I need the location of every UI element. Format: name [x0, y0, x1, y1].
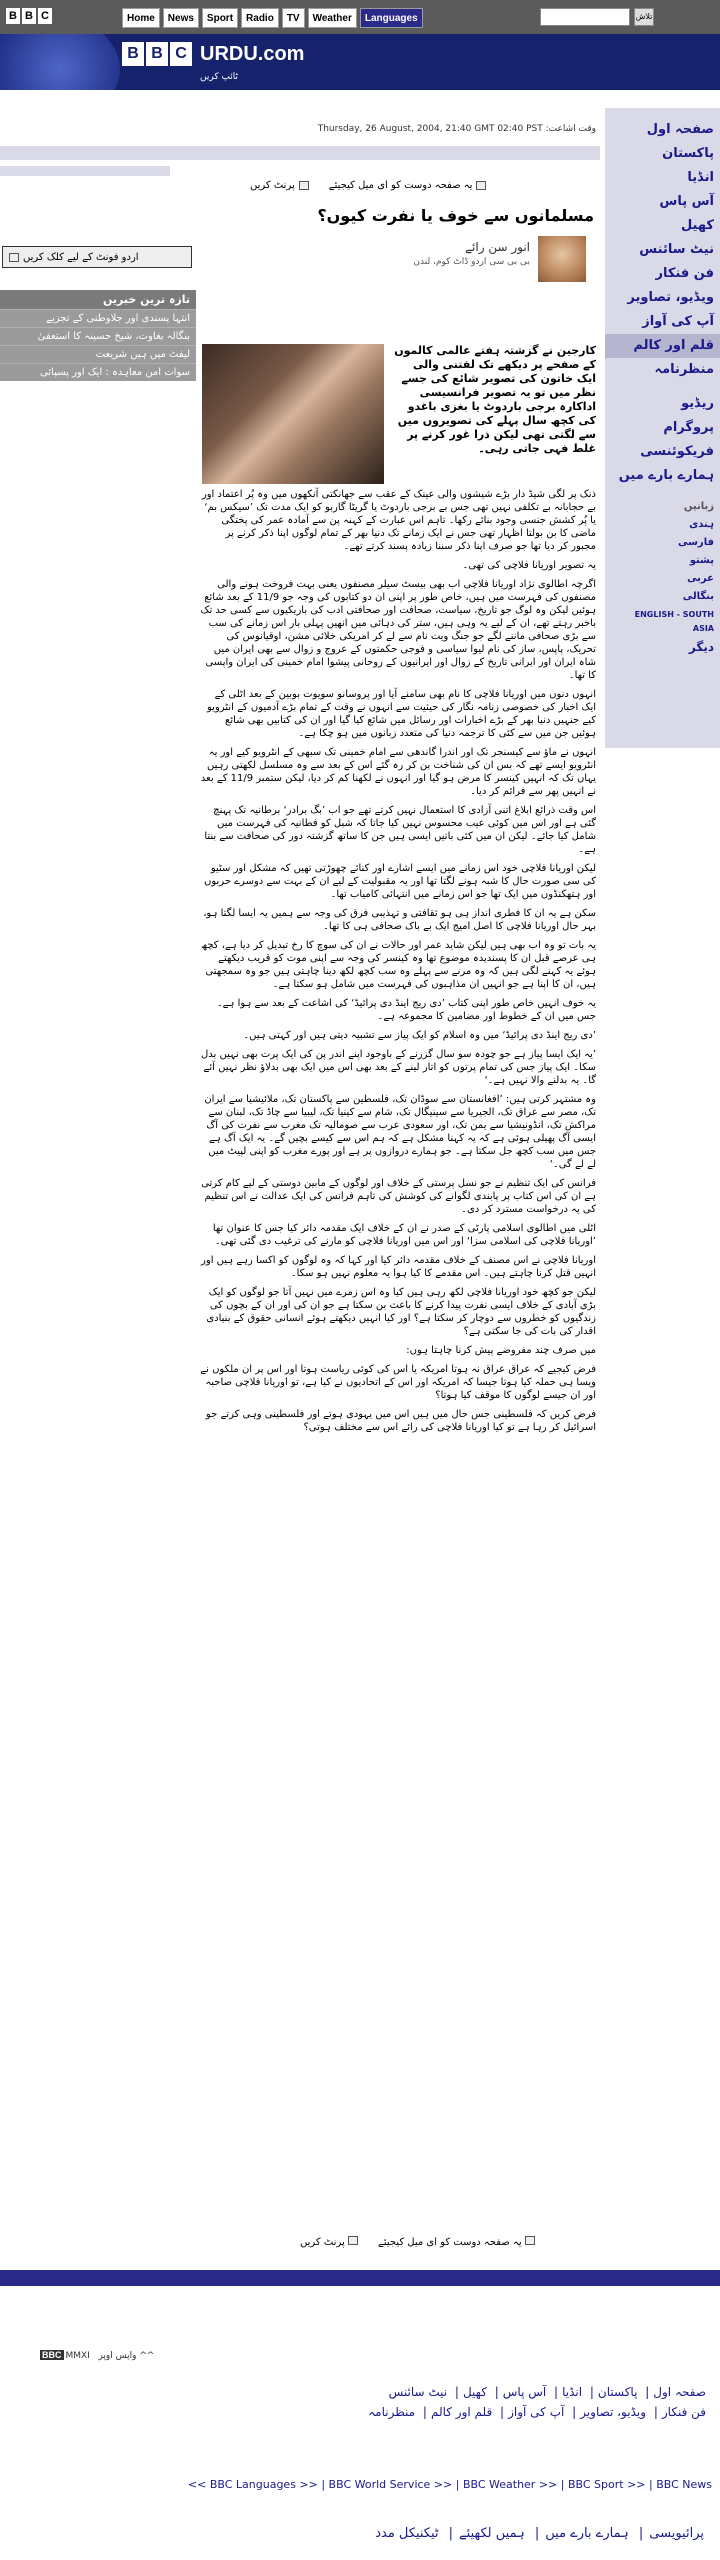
keyboard-icon	[9, 253, 19, 262]
latest-news-item[interactable]: انتہا پسندی اور جلاوطنی کے تجزیے	[0, 309, 196, 327]
latest-news-title: تازہ ترین خبریں	[0, 290, 196, 309]
search-button[interactable]: تلاش	[634, 8, 654, 26]
email-link[interactable]: یہ صفحہ دوست کو ای میل کیجیئے	[329, 180, 487, 191]
nav-item-frequency[interactable]: فریکوئنسی	[640, 444, 714, 459]
email-icon	[476, 181, 486, 190]
article-paragraph: اس وقت ذرائع ابلاغ اتنی آزادی کا استعمال نہیں کرتے تھے جو اب ’بگ برادر‘ برطانیہ تک پہنچ گئی ہے اور اس میں کوئی عیب محسوس نہیں کیا جاتا کہ شبل کو فطانیہ کی فہرست میں شامل کیا جائے۔ لیکن ان میں کئی باتیں ایسی ہیں جن کا ساتھ گزشتہ دور کی صحافت سے بنتا ہے۔	[204, 805, 596, 855]
nav-item-india[interactable]: انڈیا	[687, 170, 714, 185]
bbc-nav-tabs	[122, 8, 423, 28]
lang-arabic[interactable]: عربی	[687, 573, 714, 584]
nav-item-pakistan[interactable]: پاکستان	[662, 146, 714, 161]
bbc-logo[interactable]: B B C	[6, 8, 52, 24]
article-paragraph: اوریانا فلاچی نے اس مصنف کے خلاف مقدمہ دائر کیا اور کہا کہ وہ لوگوں کو اکسا رہے ہیں اور انہیں قتل کرنا چاہتے ہیں۔ اس مقدمے کا کیا ہوا یہ معلوم نہیں ہو سکا۔	[201, 1255, 596, 1279]
nav-item-arts[interactable]: فن فنکار	[655, 266, 714, 281]
lang-hindi[interactable]: ہندی	[689, 519, 714, 530]
tab-sport[interactable]: Sport	[202, 8, 238, 28]
nav-item-region[interactable]: آس پاس	[659, 194, 714, 209]
footer-link[interactable]: کھیل	[462, 2385, 487, 2399]
article-paragraph: اٹلی میں اطالوی اسلامی پارٹی کے صدر نے ان کے خلاف ایک مقدمہ دائر کیا جس کا عنوان تھا ’اوریانا فلاچی کی اسلامی سزا‘ اور اس میں اوریانا فلاچی کو مارنے کی ترغیب دی گئی تھی۔	[212, 1223, 596, 1247]
article-paragraph: فرانس کی ایک تنظیم نے جو نسل پرستی کے خلاف اور لوگوں کے مابین دوستی کے لیے کام کرتی ہے ان کی اس کتاب پر پابندی لگوانے کی کوشش کی تاہم فرانس کی ایک عدالت نے اس تنظیم کی یہ درخواست مسترد کر دی۔	[201, 1178, 596, 1215]
author-avatar	[538, 236, 586, 282]
article-paragraph: سکن ہے یہ ان کا فطری انداز ہی ہو ثقافتی و تہذیبی فرق کی وجہ سے ہمیں یہ ایسا لگتا ہو، بہر حال اوریانا فلاچی کا اصل امیج ایک بے باک صحافی ہی کا تھا۔	[203, 908, 596, 932]
article-paragraph: انہوں نے ماؤ سے کیسنجر تک اور اندرا گاندھی سے امام خمینی تک سبھی کے انٹرویو کیے اور یہ انٹرویو ایسے تھے کہ بس ان کی شناخت بن کر رہ گئے اس کے بعد سے وہ مسلسل لکھتی رہیں یہاں تک کہ انہیں کینسر کا مرض ہو گیا اور انہوں نے لکھنا کم کر دیا، لیکن ستمبر 11/9 کے بعد نے انہیں پھر سے فرائم کر دیا۔	[200, 747, 596, 797]
tab-home[interactable]: Home	[122, 8, 160, 28]
publish-date: وقت اشاعت: Thursday, 26 August, 2004, 21:40 GMT 02:40 PST	[317, 124, 596, 134]
article-body	[200, 344, 596, 1434]
author-role: بی بی سی اردو ڈاٹ کوم، لندن	[413, 257, 530, 267]
article-paragraph: فرض کیجیے کہ عراق عراق نہ ہوتا امریکہ یا اس کی کوئی ریاست ہوتا اور اس پر ان ملکوں نے ویسا ہی حملہ کیا ہوتا جیسا کہ امریکہ اور اس کے اتحادیوں نے کیا ہے، تو اوریانا فلاچی صاحبہ اور ان جیسے لوگوں کا موقف کیا ہوتا؟	[200, 1364, 596, 1401]
footer-link[interactable]: صفحہ اول	[653, 2385, 706, 2399]
article-lead: کارجین نے گزشتہ ہفتے عالمی کالموں کے صفحے پر دیکھے تک لفتنی والی ایک خاتون کی تصویر شائع کی جسے نظر میں تو یہ تصویر فرانسیسی اداکارہ برجی باردوٹ یا بغزی باغدو کی کچھ سال پہلے کی تصویروں میں سے لگتی تھی لیکن ذرا غور کرنے پر غلط فہی جاتی رہی۔	[394, 344, 596, 455]
nav-item-your-voice[interactable]: آپ کی آواز	[642, 314, 714, 329]
nav-item-home[interactable]: صفحہ اول	[646, 122, 714, 137]
languages-title: زبانیں	[683, 501, 714, 512]
nav-item-radio[interactable]: ریڈیو	[681, 396, 714, 411]
footer-link[interactable]: نیٹ سائنس	[388, 2385, 448, 2399]
tab-news[interactable]: News	[163, 8, 199, 28]
divider-bar-left	[0, 166, 170, 176]
latest-news-item[interactable]: بنگالہ بغاوت، شیخ حسینہ کا استعفیٰ	[0, 327, 196, 345]
article-headline: مسلمانوں سے خوف یا نفرت کیوں؟	[317, 206, 594, 225]
article-paragraph: یہ خوف انہیں خاص طور اپنی کتاب ’دی ریج اینڈ دی پرائیڈ‘ کی اشاعت کے بعد سے ہوا ہے۔ جس میں ان کے خطوط اور مضامین کا مجموعہ ہے۔	[216, 998, 596, 1022]
lang-pashto[interactable]: پشتو	[689, 555, 714, 566]
article-tools-top	[250, 180, 590, 191]
divider-bar	[0, 146, 600, 160]
site-banner	[0, 34, 720, 90]
article-tools-bottom	[300, 2236, 590, 2248]
print-link[interactable]: پرنٹ کریں	[250, 180, 309, 191]
tab-tv[interactable]: TV	[282, 8, 305, 28]
urdu-font-button[interactable]: اردو فونٹ کے لیے کلک کریں	[2, 246, 192, 268]
footer-bottom-links: پرائیویسی| ہمارے بارے میں| ہمیں لکھیئے| ٹیکنیکل مدد	[375, 2526, 704, 2541]
footer-link[interactable]: آس پاس	[502, 2385, 547, 2399]
latest-news-item[interactable]: لیفٹ میں ہیں شریعت	[0, 345, 196, 363]
site-name[interactable]: URDU.com	[200, 43, 305, 65]
article-paragraph: ذنک پر لگی شیڈ دار بڑے شیشوں والی عینک کے عقب سے جھانکتی آنکھوں میں وہ پُر اعتماد اور بے حجابانہ بے تکلفی نہیں تھی جس بے برجی باردوٹ یا گریٹا گاربو کو ایک مدت تک ’سیکس بم‘ یا پُر کشش جنسی وجود بنائے رکھا۔ تاہم اس عبارت کے کہنہ پن سے آمادہ عمر کی پختگی ماضی کا بن بولتا اظہار تھی جس نے ایک زمانے تک دنیا بھر کے تمام لوگوں اپنا ذکر کرنے پر مجبور کر دیا تھا جو صرف اپنا ذکر سننا زیادہ پسند کرتے تھے۔	[201, 489, 596, 552]
email-icon	[525, 2236, 535, 2245]
footer-bar	[0, 2270, 720, 2286]
footer-link[interactable]: پاکستان	[597, 2385, 638, 2399]
tab-weather[interactable]: Weather	[308, 8, 357, 28]
banner-subtitle: ٹائپ کریں	[200, 72, 239, 82]
article-paragraph: لیکن اوریانا فلاچی خود اس زمانے میں ایسے اشارے اور کنائے چھوڑتی تھیں کہ مشکل اور سٹیو کی سی صورت حال کا شبہ ہونے لگتا تھا اور یہ مقبولیت کے لیے ان کے بہت سے دوسرے حربوں اور ہتھکنڈوں میں ایک تھا جو اس زمانے میں انتہائی کامیاب تھا۔	[204, 863, 596, 900]
globe-graphic	[0, 34, 120, 90]
author-block	[300, 240, 530, 267]
footer-link[interactable]: منظرنامہ	[368, 2405, 416, 2419]
footer-link[interactable]: آپ کی آواز	[508, 2405, 565, 2419]
tab-languages[interactable]: Languages	[360, 8, 423, 28]
latest-news-panel	[0, 290, 196, 381]
footer-link[interactable]: ویڈیو، تصاویر	[580, 2405, 647, 2419]
nav-item-sport[interactable]: کھیل	[680, 218, 714, 233]
article-paragraph: یہ بات تو وہ اب بھی ہیں لیکن شاید عمر اور حالات نے ان کی سوچ کا رخ تبدیل کر دیا ہے، کچھ ہی عرصے قبل ان کا پسندیدہ موضوع تھا وہ کینسر کی وجہ سے اپنی موت کو قریب دیکھتے ہوئے یہ کہنے لگی ہیں کہ وہ مرنے سے پہلے وہ سب کچھ لکھ دینا چاہتی ہیں جو وہ سمجھتی ہیں، ان کا اپنا ہے جو انہیں ان مذاہبوں کی فہرست میں شامل ہو سکتا ہے۔	[201, 940, 596, 990]
back-to-top-link[interactable]: واپس اوپر ^^	[98, 2351, 155, 2361]
bbc-urdu-logo[interactable]: B B C	[122, 42, 192, 66]
bbc-links[interactable]: << BBC Languages >> | BBC World Service >> | BBC Weather >> | BBC Sport >> | BBC News	[187, 2478, 712, 2491]
article-paragraph: لیکن جو کچھ خود اوریانا فلاچی لکھ رہی ہیں کیا وہ اس زمرے میں نہیں آتا جو لوگوں کو ایک بڑی آبادی کے خلاف ایسی نفرت پیدا کرنے کا باعث بن سکتا ہے جو ان کی اور ان کے بچوں کی زندگیوں کو خطروں سے دوچار کر سکتا ہے؟ اور کیا انہیں دیکھتے ہوئے انسانی حقوق کے بنیادی اقدار کی بات کی جا سکتی ہے؟	[206, 1287, 596, 1337]
print-icon	[348, 2236, 358, 2245]
search-input[interactable]	[540, 8, 630, 26]
article-paragraph: انہوں دنوں میں اوریانا فلاچی کا نام بھی سامنے آیا اور پروسانو سویوت بوبین کے بعد اٹلی کے ایک اخبار کی خصوصی زنامہ نگار کی حیثیت سے انہوں نے وقت کے تمام بڑے آدمیوں کے انٹرویو کیے جنہیں دنیا بھر کے بڑے اخبارات اور رسائل میں شائع کیا گیا اور ان کی کتابیں بھی شائع ہوئیں جن میں سے کئی کا ترجمہ دنیا کی متعدد زبانوں میں ہو چکا ہے۔	[207, 689, 596, 739]
print-icon	[299, 181, 309, 190]
article-paragraph: اگرچہ اطالوی نژاد اوریانا فلاچی اب بھی بیسٹ سیلر مصنفوں یعنی بہت فروخت ہونے والی مصنفوں کی فہرست میں ہیں، خاص طور پر اپنی ان دو کتابوں کی وجہ جو 11/9 کے بعد شائع ہوئیں لیکن وہ لوگ جو تاریخ، سیاست، صحافت اور صحافتی ادب کی باریکیوں سے کسی حد تک باخبر رہتے تھے، ان کے لیے یہ وہی ہیں، ستر کی دہائی میں انھیں پہلی بار اس زمانے کی سب سے بڑی صحافی ماننے لگے جو جنگ ویت نام سے لے کر امریکی خلائی مشن، اوقیانوس کی تحریک، پاپس، ساز کی نام لیوا سیاسی و فوجی حکمتوں کے عروج و زوال سے بھی ایران میں شاہ ایران اور ایرانی تاریخ کے زوال اور ایرانیوں کے روحانی پیشوا امام خمینی کی ایران واپسی کا تھا۔	[200, 579, 596, 681]
print-link[interactable]: پرنٹ کریں	[300, 2236, 358, 2248]
footer-link[interactable]: فن فنکار	[661, 2405, 706, 2419]
contact-link[interactable]: ہمیں لکھیئے	[459, 2526, 525, 2541]
nav-item-science[interactable]: نیٹ سائنس	[639, 242, 714, 257]
footer-copyright: BBC MMXI واپس اوپر ^^	[42, 2350, 155, 2361]
lang-english-south-asia[interactable]: ENGLISH - SOUTH ASIA	[634, 610, 714, 633]
tab-radio[interactable]: Radio	[241, 8, 279, 28]
nav-item-programs[interactable]: پروگرام	[663, 420, 714, 435]
lang-bengali[interactable]: بنگالی	[682, 591, 714, 602]
nav-item-video[interactable]: ویڈیو، تصاویر	[627, 290, 714, 305]
article-paragraph: ’دی ریج اینڈ دی پرائیڈ‘ میں وہ اسلام کو ایک پیاز سے تشبیہ دیتی ہیں اور کہتی ہیں۔	[243, 1030, 596, 1041]
latest-news-item[interactable]: سوات امن معاہدہ : ایک اور پسپائی	[0, 363, 196, 381]
article-paragraph: یہ تصویر اوریانا فلاچی کی تھی۔	[462, 560, 596, 571]
nav-item-scenario[interactable]: منظرنامہ	[654, 362, 714, 377]
author-name: انور سن رائے	[465, 240, 530, 254]
footer-site-links: صفحہ اول| پاکستان| انڈیا| آس پاس| کھیل| نیٹ سائنس فن فنکار| ویڈیو، تصاویر| آپ کی آواز| قلم اور کالم| منظرنامہ	[368, 2385, 706, 2419]
nav-item-about[interactable]: ہمارے بارے میں	[618, 468, 714, 483]
help-link[interactable]: ٹیکنیکل مدد	[375, 2526, 439, 2541]
top-strip	[0, 0, 720, 34]
email-link[interactable]: یہ صفحہ دوست کو ای میل کیجیئے	[378, 2236, 535, 2248]
article-paragraph: وہ مشتہر کرتی ہیں: ’افغانستان سے سوڈان تک، فلسطین سے پاکستان تک، ملائیشیا سے ایران تک، مصر سے عراق تک، الجیریا سے سینیگال تک، شام سے کینیا تک، لیبیا سے چاڈ تک، لبنان سے مراکش تک، انڈونیشیا سے یمن تک، اور سعودی عرب سے صومالیہ تک مغرب سے نفرت کی آگ ایسی آگ پھیلی ہوئی ہے کہ یہ کہنا مشکل ہے کہ ہم اس سے کیسے بچیں گے۔ یہ ایک آگ ہے جس میں سب کچھ جل سکتا ہے۔ جو ہمارے دروازوں پر ہے اور پورے مغرب کو اپنی لپیٹ میں لے لے گی۔‘	[204, 1094, 596, 1170]
article-paragraph: ’یہ ایک ایسا پیاز ہے جو چودہ سو سال گزرنے کے باوجود اپنے اندر پن کی ایک پرت بھی نہیں بدل سکا۔ ایک پیاز جس کی تمام پرتوں کو اتار لینے کے بعد بھی اس میں ایک بھی بدلاؤ نظر نہیں آئے گا۔ یہ بدلنے والا نہیں ہے۔‘	[201, 1049, 596, 1086]
lang-persian[interactable]: فارسی	[677, 537, 714, 548]
privacy-link[interactable]: پرائیویسی	[649, 2526, 704, 2541]
right-navigation	[605, 108, 720, 748]
footer-link[interactable]: قلم اور کالم	[430, 2405, 493, 2419]
about-link[interactable]: ہمارے بارے میں	[545, 2526, 629, 2541]
footer-link[interactable]: انڈیا	[562, 2385, 583, 2399]
lang-other[interactable]: دیگر	[688, 640, 714, 654]
article-paragraph: میں صرف چند مفروضے پیش کرنا چاہتا ہوں:	[406, 1345, 596, 1356]
article-paragraph: فرض کریں کہ فلسطینی جس حال میں ہیں اس میں یہودی ہوتے اور فلسطینی وہی کرتے جو اسرائیل کر رہا ہے تو کیا اوریانا فلاچی کی رائے اس سے مختلف ہوتی؟	[205, 1409, 596, 1433]
nav-item-columns[interactable]: قلم اور کالم	[605, 334, 720, 358]
